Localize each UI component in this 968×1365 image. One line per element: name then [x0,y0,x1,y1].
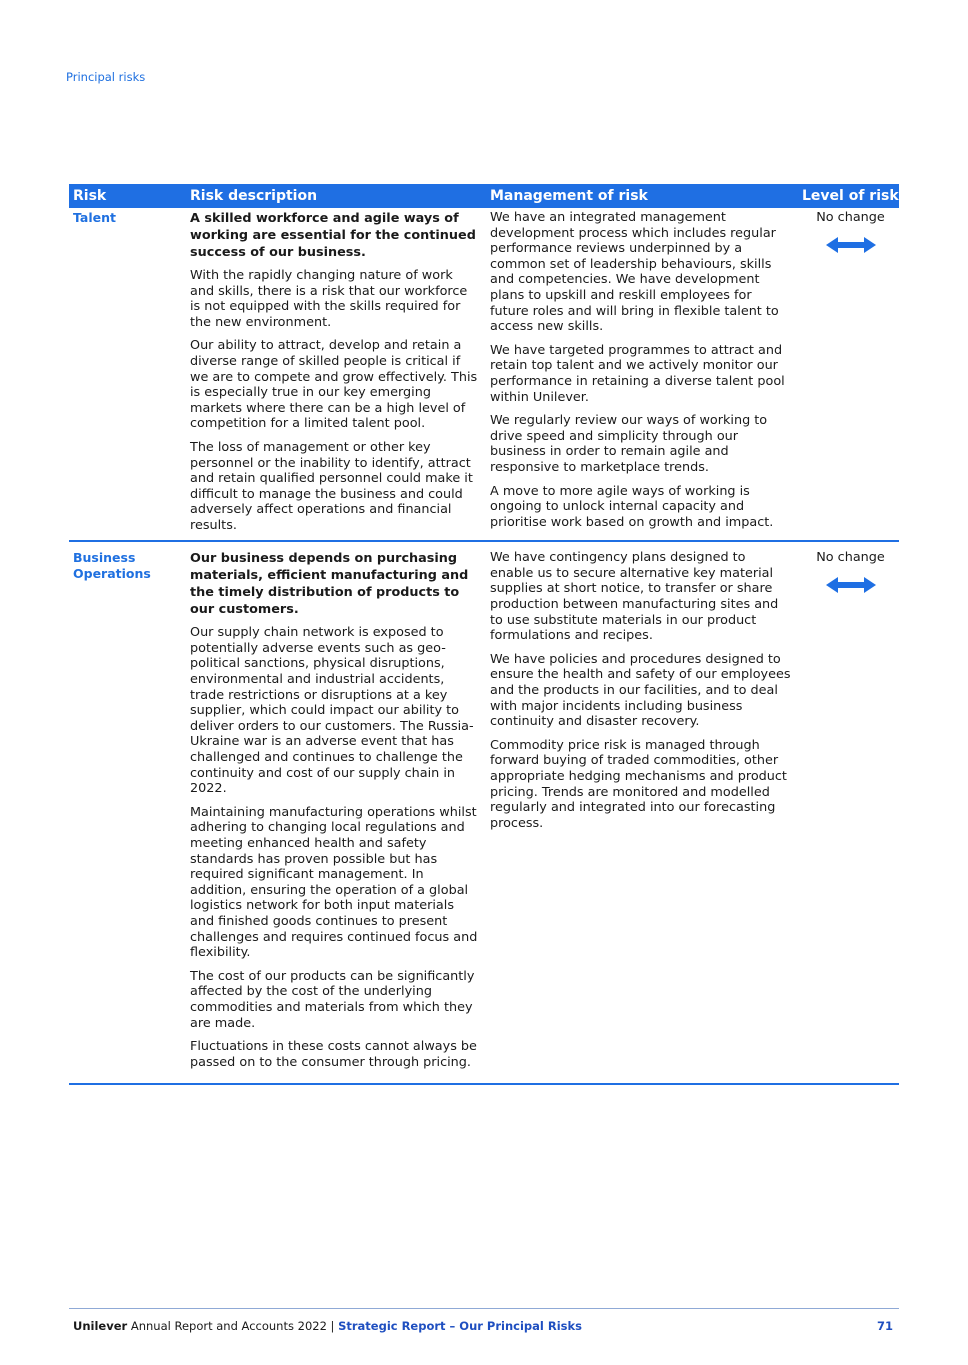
management-of-risk [486,210,799,538]
description-paragraph: With the rapidly changing nature of work and skills, there is a risk that our workforce is not equipped with the skills required for the new environment. [190,268,468,330]
management-paragraph: A move to more agile ways of working is ongoing to unlock internal capacity and prioritise work based on growth and impact. [490,483,774,530]
header-risk-description: Risk description [190,188,318,204]
section-label: Principal risks [66,70,146,84]
footer-divider [69,1308,899,1309]
description-paragraph: Our supply chain network is exposed to potentially adverse events such as geo-political sanctions, physical disruptions, environmental and industrial accidents, trade restrictions or disruptions at a key supplier, which could impact our ability to deliver orders to our customers. The Russia-Ukraine war is an adverse event that has challenged and continues to challenge the continuity and cost of our supply chain in 2022. [190,625,474,797]
description-paragraph: Our business depends on purchasing materials, efficient manufacturing and the timely distribution of products to our customers. [190,551,469,618]
page-number: 71 [876,1319,893,1333]
description-paragraph: Maintaining manufacturing operations whilst adhering to changing local regulations and meeting enhanced health and safety standards has proven possible but has required significant management. In addition, ensuring the operation of a global logistics network for both input materials and finished goods continues to present challenges and requires continued focus and flexibility. [190,804,478,961]
table-row [69,208,899,542]
table-row [69,548,899,1085]
management-paragraph: We have policies and procedures designed to ensure the health and safety of our employees and the products in our facilities, and to deal with major incidents including business continuity and disaster recovery. [490,651,791,730]
risk-name: Business Operations [73,550,151,581]
header-level-of-risk: Level of risk [802,188,899,204]
risk-description [186,210,486,534]
footer-brand: Unilever [73,1319,128,1333]
risk-description [186,550,486,1078]
description-paragraph: The cost of our products can be significantly affected by the cost of the underlying commodities and materials from which they are made. [190,968,475,1031]
footer-report-title: Annual Report and Accounts 2022 | [127,1319,339,1333]
description-paragraph: A skilled workforce and agile ways of working are essential for the continued success of our business. [190,211,476,260]
management-paragraph: We have targeted programmes to attract and retain top talent and we actively monitor our performance in retaining a diverse talent pool within Unilever. [490,342,785,405]
double-arrow-icon [825,236,877,254]
management-paragraph: We regularly review our ways of working to drive speed and simplicity through our business in order to remain agile and responsive to marketplace trends. [490,413,768,475]
header-risk: Risk [73,188,107,204]
double-arrow-icon [825,576,877,594]
level-label: No change [816,550,885,566]
description-paragraph: The loss of management or other key personnel or the inability to identify, attract and retain qualified personnel could make it difficult to manage the business and could adversely affect operations and financial results. [190,439,473,533]
level-of-risk [799,550,899,594]
table-header [69,184,899,208]
level-label: No change [816,210,885,225]
management-paragraph: We have contingency plans designed to enable us to secure alternative key material supplies at short notice, to transfer or share production between manufacturing sites and to use substitute materials in our product formulations and recipes. [490,550,779,644]
management-paragraph: We have an integrated management development process which includes regular performance reviews underpinned by a common set of leadership behaviours, skills and competencies. We have development plans to upskill and reskill employees for future roles and will bring in flexible talent to access new skills. [490,210,779,335]
principal-risks-table [69,184,899,1085]
footer-section: Strategic Report – Our Principal Risks [338,1319,582,1333]
risk-name: Talent [73,210,116,225]
header-management-of-risk: Management of risk [490,188,648,204]
footer [73,1319,582,1333]
level-of-risk [799,210,899,254]
description-paragraph: Fluctuations in these costs cannot always be passed on to the consumer through pricing. [190,1039,477,1070]
management-paragraph: Commodity price risk is managed through forward buying of traded commodities, other appropriate hedging mechanisms and product pricing. Trends are monitored and modelled regularly and integrated into our forecasting process. [490,737,787,831]
management-of-risk [486,550,799,839]
description-paragraph: Our ability to attract, develop and retain a diverse range of skilled people is critical if we are to compete and grow effectively. This is especially true in our key emerging markets where there can be a high level of competition for a limited talent pool. [190,338,478,432]
